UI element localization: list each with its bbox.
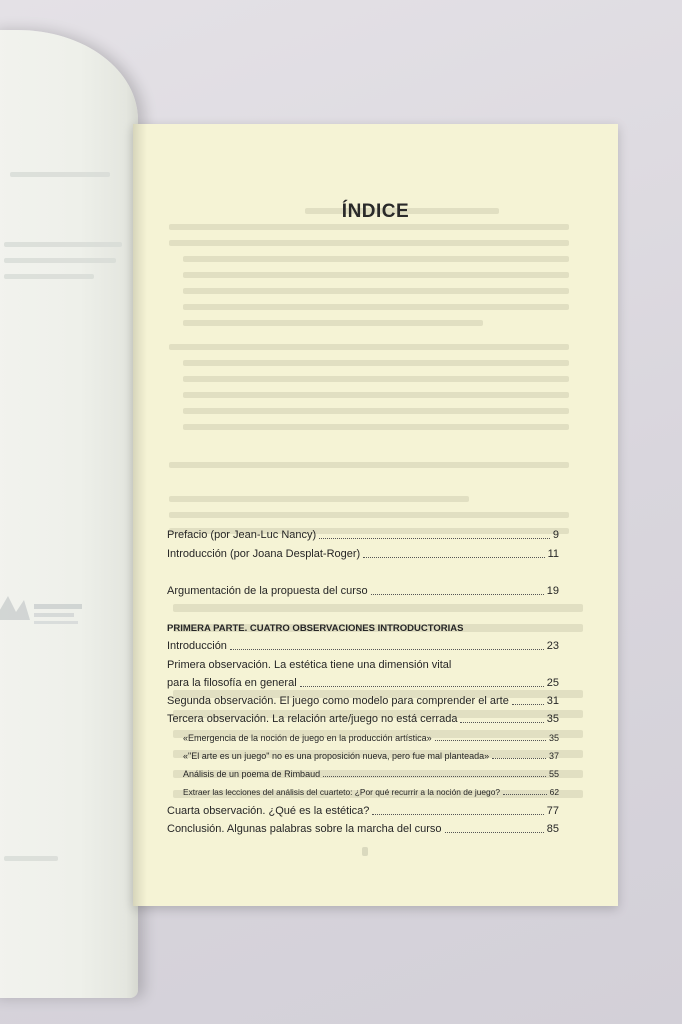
toc-entry-title: Argumentación de la propuesta del curso (167, 585, 368, 597)
toc-entry-title: Introducción (por Joana Desplat-Roger) (167, 548, 361, 560)
leader-dots (363, 557, 544, 558)
bleed-through-line (4, 856, 58, 861)
leader-dots (445, 832, 544, 833)
toc-subentry (183, 787, 559, 798)
toc-subentry (183, 733, 559, 744)
leader-dots (435, 740, 546, 741)
toc-entry-title: Segunda observación. El juego como modelo para comprender el arte (167, 695, 509, 707)
toc-entry-title: «Emergencia de la noción de juego en la producción artística» (183, 733, 432, 743)
toc-entry-page: 85 (546, 823, 559, 835)
leader-dots (492, 758, 546, 759)
toc-entry (167, 548, 559, 561)
leader-dots (512, 704, 544, 705)
leader-dots (371, 594, 544, 595)
bleed-through-line (10, 172, 110, 177)
toc-entry (167, 677, 559, 690)
leader-dots (300, 686, 544, 687)
toc-entry-title: PRIMERA PARTE. CUATRO OBSERVACIONES INTRODUCTORIAS (167, 623, 464, 634)
toc-entry-title: Análisis de un poema de Rimbaud (183, 769, 321, 779)
toc-entry-title: «"El arte es un juego" no es una proposición nueva, pero fue mal planteada» (183, 751, 490, 761)
page-gutter-shadow (133, 124, 147, 906)
toc-entry-title: Cuarta observación. ¿Qué es la estética? (167, 805, 370, 817)
toc-entry (167, 585, 559, 598)
toc-subentry (183, 769, 559, 780)
left-page (0, 30, 138, 998)
page-title: ÍNDICE (341, 201, 410, 222)
toc-entry-page: 31 (546, 695, 559, 707)
toc-entry-page: 35 (548, 733, 559, 743)
toc-entry-page: 77 (546, 805, 559, 817)
page-number-mark (362, 847, 368, 856)
toc-part-heading (167, 622, 559, 635)
toc-entry-title: Primera observación. La estética tiene una dimensión vital (167, 659, 452, 671)
toc-entry-title: Introducción (167, 640, 227, 652)
toc-entry-title: para la filosofía en general (167, 677, 297, 689)
bleed-through-line (4, 274, 94, 279)
toc-entry-page: 37 (548, 751, 559, 761)
toc-entry (167, 713, 559, 726)
toc-entry (167, 640, 559, 653)
toc-entry-page: 55 (548, 769, 559, 779)
publisher-logo-bleed (0, 590, 85, 636)
toc-entry (167, 695, 559, 708)
toc-subentry (183, 751, 559, 762)
toc-entry-title: Conclusión. Algunas palabras sobre la marcha del curso (167, 823, 442, 835)
toc-entry-page: 9 (552, 529, 559, 541)
toc-entry (167, 805, 559, 818)
bleed-through-line (4, 242, 122, 247)
toc-entry-page: 25 (546, 677, 559, 689)
toc-entry-page: 11 (547, 548, 559, 560)
toc-entry (167, 529, 559, 542)
toc-entry-page: 35 (546, 713, 559, 725)
bleed-through-text (169, 200, 569, 550)
toc-entry-title: Prefacio (por Jean-Luc Nancy) (167, 529, 317, 541)
leader-dots (319, 538, 550, 539)
leader-dots (372, 814, 543, 815)
leader-dots (460, 722, 543, 723)
bleed-through-line (4, 258, 116, 263)
toc-entry (167, 659, 559, 672)
toc-entry (167, 823, 559, 836)
toc-entry-title: Tercera observación. La relación arte/juego no está cerrada (167, 713, 458, 725)
toc-entry-page: 23 (546, 640, 559, 652)
leader-dots (503, 794, 547, 795)
right-page (133, 124, 618, 906)
toc-entry-page: 19 (546, 585, 559, 597)
leader-dots (323, 776, 546, 777)
leader-dots (230, 649, 544, 650)
toc-entry-title: Extraer las lecciones del análisis del cuarteto: ¿Por qué recurrir a la noción de juego? (183, 787, 501, 797)
toc-entry-page: 62 (549, 787, 559, 797)
